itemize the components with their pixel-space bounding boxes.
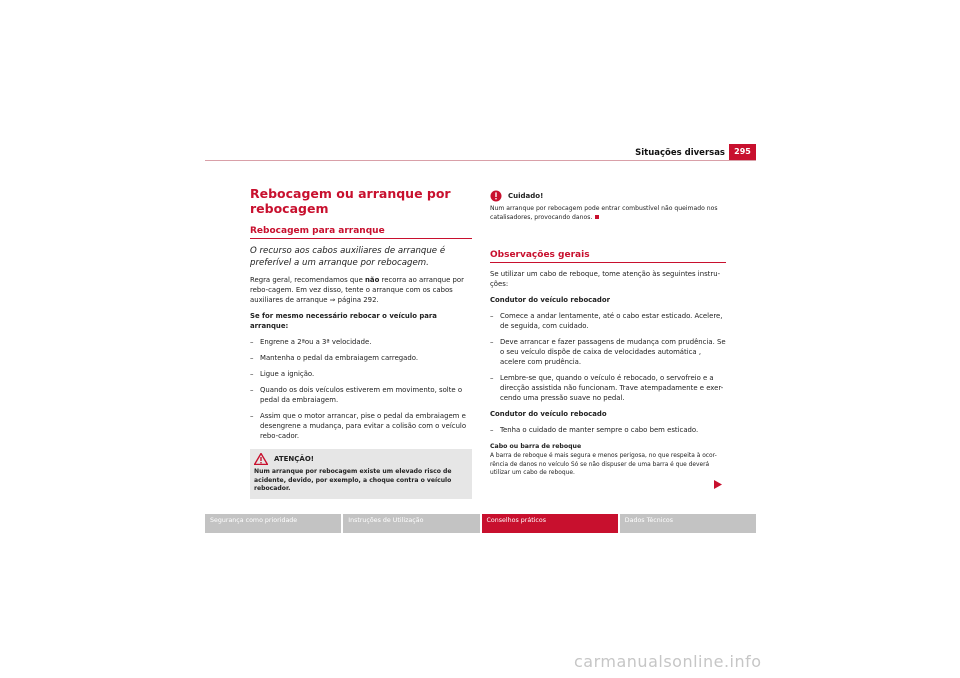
list-item xyxy=(490,337,726,367)
dash: – xyxy=(490,374,494,383)
header-rule xyxy=(205,160,756,161)
list-item xyxy=(490,425,726,435)
towing-driver-heading: Condutor do veículo rebocador xyxy=(490,296,610,305)
section-end-mark xyxy=(595,215,599,219)
tow-bar-heading: Cabo ou barra de reboque xyxy=(490,443,582,451)
caution-title: Cuidado! xyxy=(508,192,544,200)
warning-text: Num arranque por rebocagem existe um elevado risco de acidente, devido, por exemplo, a choque contra o veículo rebocador. xyxy=(254,468,452,493)
section-title-towing-start: Rebocagem para arranque xyxy=(250,226,472,239)
list-item xyxy=(490,311,726,331)
list-item xyxy=(490,373,726,403)
paragraph-recommendation xyxy=(250,275,472,305)
next-page-arrow-icon[interactable] xyxy=(714,480,722,489)
warning-header xyxy=(254,453,468,465)
warning-title: ATENÇÃO! xyxy=(274,455,314,463)
list-item-text: Lembre-se que, quando o veículo é rebocado, o servofreio e a direcção assistida não funcionam. Trave atempadamente e exer-cendo uma pressão suave no pedal. xyxy=(500,374,724,403)
page-number: 295 xyxy=(729,144,756,160)
caution-text-body: Num arranque por rebocagem pode entrar combustível não queimado nos catalisadores, provocando danos. xyxy=(490,205,718,221)
list-item-text: Ligue a ignição. xyxy=(260,370,315,378)
text-run: recorra ao arranque por rebo-cagem. Em vez disso, tente o arranque com os cabos auxiliares de arranque ⇒ página 292. xyxy=(250,276,464,304)
caution-header xyxy=(490,190,726,202)
dash: – xyxy=(250,354,254,362)
warning-box xyxy=(250,449,472,499)
list-item-text: Comece a andar lentamente, até o cabo estar esticado. Acelere, de seguida, com cuidado. xyxy=(500,312,723,331)
dash: – xyxy=(250,338,254,346)
warning-triangle-icon xyxy=(254,453,268,465)
list-item-text: Engrene a 2ªou a 3ª velocidade. xyxy=(260,338,372,346)
nav-tab-practical-tips[interactable]: Conselhos práticos xyxy=(482,514,618,533)
dash: – xyxy=(490,426,494,435)
general-notes-intro: Se utilizar um cabo de reboque, tome atenção às seguintes instru-ções: xyxy=(490,270,721,289)
dash: – xyxy=(490,338,494,347)
right-column xyxy=(490,186,726,477)
list-item xyxy=(250,369,472,379)
running-header-title: Situações diversas xyxy=(635,148,725,158)
dash: – xyxy=(250,370,254,378)
list-item xyxy=(250,411,472,441)
towed-driver-heading: Condutor do veículo rebocado xyxy=(490,410,607,419)
emphasis-nao: não xyxy=(365,276,380,284)
nav-tab-technical-data[interactable]: Dados Técnicos xyxy=(620,514,756,533)
bottom-navigation xyxy=(205,514,756,533)
list-item xyxy=(250,385,472,405)
dash: – xyxy=(490,312,494,321)
dash: – xyxy=(250,412,254,420)
nav-tab-operating-instructions[interactable]: Instruções de Utilização xyxy=(343,514,479,533)
section-intro: O recurso aos cabos auxiliares de arranque é preferível a um arranque por rebocagem. xyxy=(250,246,446,268)
list-item-text: Assim que o motor arrancar, pise o pedal da embraiagem e desengrene a mudança, para evitar a colisão com o veículo rebo-cador. xyxy=(260,412,467,440)
left-column xyxy=(250,186,472,499)
dash: – xyxy=(250,386,254,394)
section-title-general-notes: Observações gerais xyxy=(490,250,726,263)
caution-text xyxy=(490,205,726,222)
list-item xyxy=(250,353,472,363)
text-run: Regra geral, recomendamos que xyxy=(250,276,366,284)
list-item-text: Quando os dois veículos estiverem em movimento, solte o pedal da embraiagem. xyxy=(260,386,463,404)
tow-bar-text: A barra de reboque é mais segura e menos perigosa, no que respeita à ocor-rência de danos no veículo Só se não dispuser de uma barra é que deverá utilizar um cabo de reboque. xyxy=(490,453,717,476)
exclamation-circle-icon xyxy=(490,190,502,202)
list-heading: Se for mesmo necessário rebocar o veículo para arranque: xyxy=(250,312,437,330)
list-item xyxy=(250,337,472,347)
watermark: carmanualsonline.info xyxy=(574,652,762,671)
chapter-title: Rebocagem ou arranque por rebocagem xyxy=(250,186,451,216)
nav-tab-safety[interactable]: Segurança como prioridade xyxy=(205,514,341,533)
list-item-text: Mantenha o pedal da embraiagem carregado. xyxy=(260,354,419,362)
list-item-text: Tenha o cuidado de manter sempre o cabo bem esticado. xyxy=(500,426,699,435)
list-item-text: Deve arrancar e fazer passagens de mudança com prudência. Se o seu veículo dispõe de caixa de velocidades automática , acelere com prudência. xyxy=(500,338,726,367)
